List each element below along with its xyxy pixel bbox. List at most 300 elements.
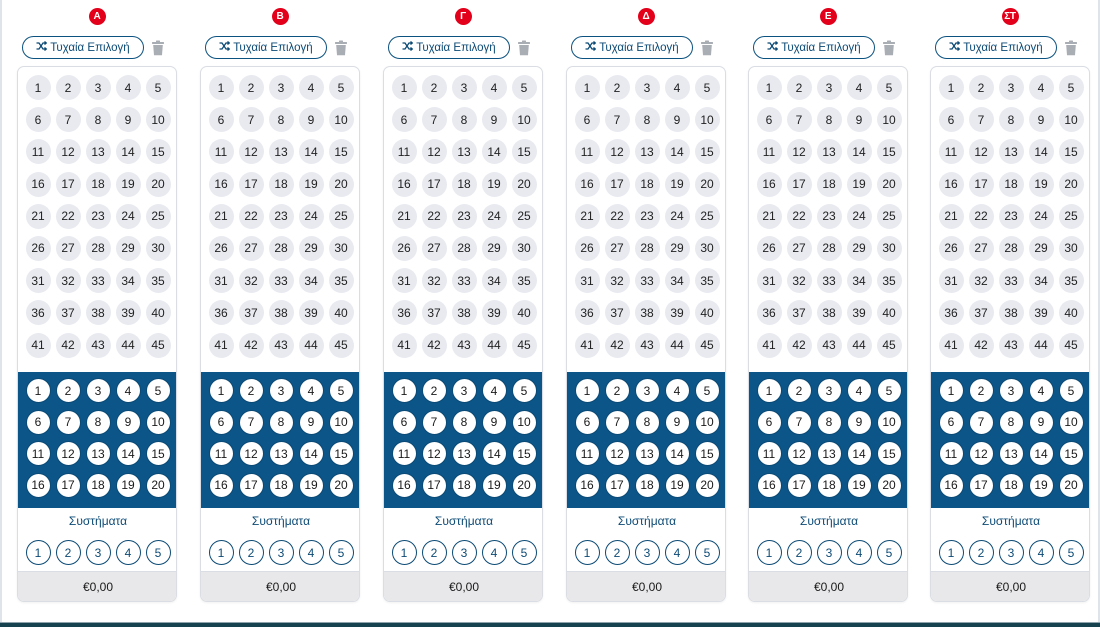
joker-number[interactable]: 17 [969,473,994,498]
trash-icon[interactable] [334,40,348,56]
main-number[interactable]: 34 [116,268,141,293]
main-number[interactable]: 22 [422,204,447,229]
main-number[interactable]: 4 [116,75,141,100]
system-option[interactable]: 1 [26,540,51,565]
main-number[interactable]: 21 [392,204,417,229]
main-number[interactable]: 24 [116,204,141,229]
main-number[interactable]: 38 [86,300,111,325]
system-option[interactable]: 5 [877,540,902,565]
joker-number[interactable]: 12 [969,441,994,466]
joker-number[interactable]: 7 [56,410,81,435]
joker-number[interactable]: 7 [422,410,447,435]
main-number[interactable]: 43 [269,333,294,358]
main-number[interactable]: 37 [239,300,264,325]
main-number[interactable]: 25 [512,204,537,229]
main-number[interactable]: 36 [209,300,234,325]
system-option[interactable]: 4 [299,540,324,565]
main-number[interactable]: 33 [817,268,842,293]
joker-number[interactable]: 19 [299,473,324,498]
joker-number[interactable]: 1 [26,378,51,403]
main-number[interactable]: 5 [329,75,354,100]
main-number[interactable]: 16 [939,172,964,197]
main-number[interactable]: 31 [757,268,782,293]
main-number[interactable]: 12 [605,139,630,164]
main-number[interactable]: 27 [605,236,630,261]
system-option[interactable]: 5 [1059,540,1084,565]
joker-number[interactable]: 9 [299,410,324,435]
main-number[interactable]: 34 [847,268,872,293]
joker-number[interactable]: 20 [877,473,902,498]
main-number[interactable]: 8 [635,107,660,132]
joker-number[interactable]: 8 [86,410,111,435]
main-number[interactable]: 43 [635,333,660,358]
main-number[interactable]: 42 [239,333,264,358]
main-number[interactable]: 1 [575,75,600,100]
main-number[interactable]: 18 [269,172,294,197]
main-number[interactable]: 41 [209,333,234,358]
system-option[interactable]: 5 [329,540,354,565]
main-number[interactable]: 11 [939,139,964,164]
joker-number[interactable]: 4 [116,378,141,403]
main-number[interactable]: 19 [1029,172,1054,197]
system-option[interactable]: 4 [1029,540,1054,565]
main-number[interactable]: 14 [299,139,324,164]
main-number[interactable]: 8 [452,107,477,132]
main-number[interactable]: 19 [847,172,872,197]
main-number[interactable]: 36 [939,300,964,325]
system-option[interactable]: 5 [512,540,537,565]
joker-number[interactable]: 9 [665,410,690,435]
main-number[interactable]: 14 [665,139,690,164]
system-option[interactable]: 3 [452,540,477,565]
main-number[interactable]: 24 [299,204,324,229]
joker-number[interactable]: 8 [269,410,294,435]
joker-number[interactable]: 16 [575,473,600,498]
main-number[interactable]: 17 [969,172,994,197]
trash-icon[interactable] [517,40,531,56]
joker-number[interactable]: 8 [635,410,660,435]
joker-number[interactable]: 19 [847,473,872,498]
joker-number[interactable]: 8 [452,410,477,435]
main-number[interactable]: 22 [605,204,630,229]
joker-number[interactable]: 19 [482,473,507,498]
main-number[interactable]: 34 [665,268,690,293]
joker-number[interactable]: 5 [146,378,171,403]
main-number[interactable]: 37 [969,300,994,325]
joker-number[interactable]: 15 [695,441,720,466]
main-number[interactable]: 5 [695,75,720,100]
joker-number[interactable]: 10 [146,410,171,435]
main-number[interactable]: 36 [26,300,51,325]
main-number[interactable]: 21 [26,204,51,229]
joker-number[interactable]: 7 [969,410,994,435]
main-number[interactable]: 28 [635,236,660,261]
system-option[interactable]: 1 [209,540,234,565]
joker-number[interactable]: 11 [757,441,782,466]
joker-number[interactable]: 11 [26,441,51,466]
main-number[interactable]: 16 [575,172,600,197]
joker-number[interactable]: 18 [999,473,1024,498]
main-number[interactable]: 8 [269,107,294,132]
main-number[interactable]: 29 [665,236,690,261]
main-number[interactable]: 9 [1029,107,1054,132]
joker-number[interactable]: 3 [999,378,1024,403]
system-option[interactable]: 1 [575,540,600,565]
joker-number[interactable]: 14 [665,441,690,466]
main-number[interactable]: 20 [877,172,902,197]
main-number[interactable]: 42 [787,333,812,358]
main-number[interactable]: 34 [482,268,507,293]
main-number[interactable]: 26 [939,236,964,261]
main-number[interactable]: 30 [329,236,354,261]
main-number[interactable]: 16 [392,172,417,197]
main-number[interactable]: 9 [847,107,872,132]
main-number[interactable]: 40 [146,300,171,325]
joker-number[interactable]: 13 [635,441,660,466]
main-number[interactable]: 21 [209,204,234,229]
main-number[interactable]: 2 [787,75,812,100]
main-number[interactable]: 25 [695,204,720,229]
system-option[interactable]: 1 [939,540,964,565]
main-number[interactable]: 6 [757,107,782,132]
main-number[interactable]: 11 [575,139,600,164]
main-number[interactable]: 18 [452,172,477,197]
main-number[interactable]: 19 [299,172,324,197]
main-number[interactable]: 24 [665,204,690,229]
main-number[interactable]: 28 [269,236,294,261]
main-number[interactable]: 32 [239,268,264,293]
main-number[interactable]: 19 [665,172,690,197]
trash-icon[interactable] [882,40,896,56]
main-number[interactable]: 7 [605,107,630,132]
main-number[interactable]: 12 [239,139,264,164]
joker-number[interactable]: 7 [239,410,264,435]
joker-number[interactable]: 12 [422,441,447,466]
system-option[interactable]: 2 [787,540,812,565]
main-number[interactable]: 26 [209,236,234,261]
main-number[interactable]: 18 [999,172,1024,197]
main-number[interactable]: 10 [146,107,171,132]
main-number[interactable]: 40 [1059,300,1084,325]
main-number[interactable]: 10 [695,107,720,132]
joker-number[interactable]: 15 [146,441,171,466]
main-number[interactable]: 31 [939,268,964,293]
main-number[interactable]: 40 [512,300,537,325]
joker-number[interactable]: 19 [116,473,141,498]
joker-number[interactable]: 6 [209,410,234,435]
main-number[interactable]: 18 [635,172,660,197]
joker-number[interactable]: 13 [817,441,842,466]
main-number[interactable]: 14 [482,139,507,164]
joker-number[interactable]: 18 [452,473,477,498]
main-number[interactable]: 1 [26,75,51,100]
main-number[interactable]: 24 [482,204,507,229]
system-option[interactable]: 4 [482,540,507,565]
joker-number[interactable]: 18 [817,473,842,498]
joker-number[interactable]: 16 [26,473,51,498]
main-number[interactable]: 18 [817,172,842,197]
main-number[interactable]: 36 [757,300,782,325]
main-number[interactable]: 43 [817,333,842,358]
main-number[interactable]: 22 [239,204,264,229]
main-number[interactable]: 4 [1029,75,1054,100]
main-number[interactable]: 31 [392,268,417,293]
joker-number[interactable]: 17 [239,473,264,498]
main-number[interactable]: 23 [452,204,477,229]
system-option[interactable]: 3 [817,540,842,565]
system-option[interactable]: 3 [999,540,1024,565]
main-number[interactable]: 20 [695,172,720,197]
system-option[interactable]: 4 [116,540,141,565]
main-number[interactable]: 35 [146,268,171,293]
joker-number[interactable]: 11 [939,441,964,466]
joker-number[interactable]: 13 [452,441,477,466]
main-number[interactable]: 41 [392,333,417,358]
main-number[interactable]: 3 [269,75,294,100]
main-number[interactable]: 44 [116,333,141,358]
joker-number[interactable]: 2 [56,378,81,403]
joker-number[interactable]: 6 [939,410,964,435]
main-number[interactable]: 26 [392,236,417,261]
system-option[interactable]: 4 [847,540,872,565]
main-number[interactable]: 43 [86,333,111,358]
joker-number[interactable]: 15 [329,441,354,466]
joker-number[interactable]: 1 [209,378,234,403]
main-number[interactable]: 41 [757,333,782,358]
main-number[interactable]: 12 [787,139,812,164]
main-number[interactable]: 20 [329,172,354,197]
joker-number[interactable]: 8 [817,410,842,435]
joker-number[interactable]: 15 [512,441,537,466]
main-number[interactable]: 3 [817,75,842,100]
main-number[interactable]: 41 [26,333,51,358]
main-number[interactable]: 4 [665,75,690,100]
main-number[interactable]: 45 [146,333,171,358]
joker-number[interactable]: 14 [1029,441,1054,466]
joker-number[interactable]: 13 [999,441,1024,466]
joker-number[interactable]: 9 [116,410,141,435]
main-number[interactable]: 39 [665,300,690,325]
joker-number[interactable]: 13 [269,441,294,466]
main-number[interactable]: 13 [635,139,660,164]
main-number[interactable]: 45 [695,333,720,358]
main-number[interactable]: 30 [1059,236,1084,261]
joker-number[interactable]: 20 [695,473,720,498]
main-number[interactable]: 11 [757,139,782,164]
main-number[interactable]: 11 [26,139,51,164]
main-number[interactable]: 28 [817,236,842,261]
main-number[interactable]: 13 [999,139,1024,164]
main-number[interactable]: 5 [146,75,171,100]
main-number[interactable]: 33 [635,268,660,293]
main-number[interactable]: 27 [422,236,447,261]
joker-number[interactable]: 11 [575,441,600,466]
main-number[interactable]: 1 [392,75,417,100]
joker-number[interactable]: 18 [86,473,111,498]
main-number[interactable]: 8 [999,107,1024,132]
main-number[interactable]: 6 [26,107,51,132]
system-option[interactable]: 2 [239,540,264,565]
main-number[interactable]: 17 [239,172,264,197]
main-number[interactable]: 25 [329,204,354,229]
main-number[interactable]: 2 [422,75,447,100]
joker-number[interactable]: 20 [1059,473,1084,498]
main-number[interactable]: 37 [422,300,447,325]
main-number[interactable]: 15 [146,139,171,164]
main-number[interactable]: 35 [329,268,354,293]
main-number[interactable]: 44 [482,333,507,358]
main-number[interactable]: 12 [422,139,447,164]
main-number[interactable]: 9 [665,107,690,132]
main-number[interactable]: 14 [116,139,141,164]
system-option[interactable]: 4 [665,540,690,565]
main-number[interactable]: 7 [239,107,264,132]
main-number[interactable]: 37 [787,300,812,325]
main-number[interactable]: 28 [452,236,477,261]
main-number[interactable]: 34 [299,268,324,293]
main-number[interactable]: 2 [56,75,81,100]
main-number[interactable]: 38 [817,300,842,325]
main-number[interactable]: 1 [209,75,234,100]
main-number[interactable]: 32 [422,268,447,293]
joker-number[interactable]: 5 [877,378,902,403]
main-number[interactable]: 43 [452,333,477,358]
main-number[interactable]: 33 [86,268,111,293]
joker-number[interactable]: 10 [1059,410,1084,435]
main-number[interactable]: 41 [939,333,964,358]
main-number[interactable]: 26 [26,236,51,261]
joker-number[interactable]: 12 [239,441,264,466]
main-number[interactable]: 35 [695,268,720,293]
joker-number[interactable]: 18 [269,473,294,498]
joker-number[interactable]: 6 [757,410,782,435]
joker-number[interactable]: 12 [787,441,812,466]
main-number[interactable]: 32 [56,268,81,293]
joker-number[interactable]: 9 [1029,410,1054,435]
main-number[interactable]: 40 [329,300,354,325]
joker-number[interactable]: 16 [392,473,417,498]
joker-number[interactable]: 16 [939,473,964,498]
main-number[interactable]: 24 [1029,204,1054,229]
joker-number[interactable]: 6 [392,410,417,435]
main-number[interactable]: 28 [999,236,1024,261]
main-number[interactable]: 9 [116,107,141,132]
main-number[interactable]: 17 [422,172,447,197]
main-number[interactable]: 29 [116,236,141,261]
main-number[interactable]: 26 [575,236,600,261]
main-number[interactable]: 36 [575,300,600,325]
joker-number[interactable]: 14 [847,441,872,466]
main-number[interactable]: 42 [969,333,994,358]
main-number[interactable]: 15 [512,139,537,164]
joker-number[interactable]: 3 [86,378,111,403]
main-number[interactable]: 8 [86,107,111,132]
joker-number[interactable]: 6 [575,410,600,435]
joker-number[interactable]: 17 [56,473,81,498]
joker-number[interactable]: 4 [299,378,324,403]
joker-number[interactable]: 7 [787,410,812,435]
main-number[interactable]: 15 [695,139,720,164]
random-pick-button[interactable] [22,36,144,59]
main-number[interactable]: 26 [757,236,782,261]
main-number[interactable]: 39 [299,300,324,325]
system-option[interactable]: 2 [605,540,630,565]
main-number[interactable]: 4 [299,75,324,100]
main-number[interactable]: 35 [877,268,902,293]
joker-number[interactable]: 10 [877,410,902,435]
main-number[interactable]: 12 [56,139,81,164]
main-number[interactable]: 4 [847,75,872,100]
main-number[interactable]: 25 [877,204,902,229]
joker-number[interactable]: 2 [422,378,447,403]
main-number[interactable]: 6 [575,107,600,132]
main-number[interactable]: 30 [695,236,720,261]
main-number[interactable]: 39 [1029,300,1054,325]
joker-number[interactable]: 20 [329,473,354,498]
joker-number[interactable]: 8 [999,410,1024,435]
joker-number[interactable]: 2 [787,378,812,403]
system-option[interactable]: 5 [695,540,720,565]
main-number[interactable]: 18 [86,172,111,197]
main-number[interactable]: 30 [877,236,902,261]
joker-number[interactable]: 4 [1029,378,1054,403]
trash-icon[interactable] [1064,40,1078,56]
main-number[interactable]: 17 [56,172,81,197]
joker-number[interactable]: 11 [392,441,417,466]
main-number[interactable]: 13 [452,139,477,164]
main-number[interactable]: 13 [269,139,294,164]
main-number[interactable]: 37 [56,300,81,325]
main-number[interactable]: 9 [482,107,507,132]
main-number[interactable]: 1 [757,75,782,100]
main-number[interactable]: 14 [847,139,872,164]
joker-number[interactable]: 4 [665,378,690,403]
main-number[interactable]: 17 [605,172,630,197]
main-number[interactable]: 2 [239,75,264,100]
main-number[interactable]: 39 [116,300,141,325]
joker-number[interactable]: 16 [757,473,782,498]
main-number[interactable]: 9 [299,107,324,132]
main-number[interactable]: 43 [999,333,1024,358]
main-number[interactable]: 8 [817,107,842,132]
joker-number[interactable]: 5 [1059,378,1084,403]
main-number[interactable]: 39 [482,300,507,325]
main-number[interactable]: 38 [452,300,477,325]
main-number[interactable]: 7 [56,107,81,132]
main-number[interactable]: 44 [1029,333,1054,358]
main-number[interactable]: 7 [787,107,812,132]
joker-number[interactable]: 12 [56,441,81,466]
joker-number[interactable]: 20 [146,473,171,498]
main-number[interactable]: 44 [299,333,324,358]
random-pick-button[interactable] [571,36,693,59]
main-number[interactable]: 3 [999,75,1024,100]
main-number[interactable]: 44 [847,333,872,358]
main-number[interactable]: 31 [575,268,600,293]
main-number[interactable]: 2 [605,75,630,100]
joker-number[interactable]: 17 [422,473,447,498]
main-number[interactable]: 5 [877,75,902,100]
main-number[interactable]: 10 [512,107,537,132]
main-number[interactable]: 32 [969,268,994,293]
random-pick-button[interactable] [205,36,327,59]
joker-number[interactable]: 10 [512,410,537,435]
main-number[interactable]: 23 [86,204,111,229]
joker-number[interactable]: 19 [1029,473,1054,498]
main-number[interactable]: 12 [969,139,994,164]
main-number[interactable]: 40 [695,300,720,325]
main-number[interactable]: 5 [1059,75,1084,100]
